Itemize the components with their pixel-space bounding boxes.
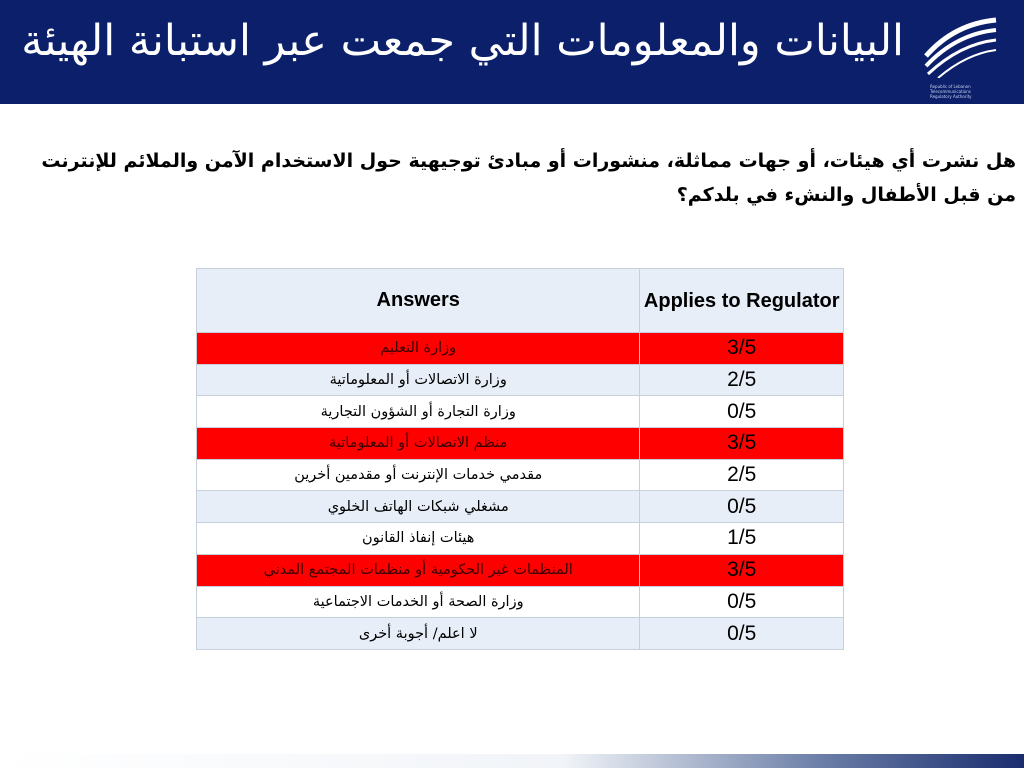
table-row: [197, 428, 844, 460]
table-row: [197, 554, 844, 586]
answer-cell: منظم الاتصالات أو المعلوماتية: [197, 428, 640, 460]
answer-cell: مقدمي خدمات الإنترنت أو مقدمين أخرين: [197, 459, 640, 491]
tra-logo-icon: [924, 16, 998, 78]
table-row: [197, 618, 844, 650]
header-divider: [0, 102, 1024, 108]
answer-cell: وزارة التجارة أو الشؤون التجارية: [197, 396, 640, 428]
answer-cell: وزارة الاتصالات أو المعلوماتية: [197, 364, 640, 396]
answer-cell: وزارة التعليم: [197, 333, 640, 365]
answer-cell: وزارة الصحة أو الخدمات الاجتماعية: [197, 586, 640, 618]
answer-cell: المنظمات غير الحكومية أو منظمات المجتمع المدني: [197, 554, 640, 586]
table-row: [197, 523, 844, 555]
table-row: [197, 459, 844, 491]
value-cell: 3/5: [640, 554, 844, 586]
logo-caption: Republic of Lebanon Telecommunications Regulatory Authority: [930, 84, 972, 99]
table-row: [197, 364, 844, 396]
table-header-row: [197, 269, 844, 333]
table-row: [197, 333, 844, 365]
applies-header: Applies to Regulator: [640, 269, 844, 333]
answers-table: [196, 268, 844, 650]
value-cell: 3/5: [640, 428, 844, 460]
answers-header: Answers: [197, 269, 640, 333]
answer-cell: هيئات إنفاذ القانون: [197, 523, 640, 555]
tra-logo: [912, 0, 1024, 102]
slide-footer-bar: [0, 754, 1024, 768]
value-cell: 2/5: [640, 459, 844, 491]
answer-cell: مشغلي شبكات الهاتف الخلوي: [197, 491, 640, 523]
table-row: [197, 586, 844, 618]
slide-header: [0, 0, 1024, 102]
value-cell: 0/5: [640, 586, 844, 618]
answer-cell: لا اعلم/ أجوبة أخرى: [197, 618, 640, 650]
value-cell: 3/5: [640, 333, 844, 365]
slide-title: البيانات والمعلومات التي جمعت عبر استبانة الهيئة: [21, 16, 904, 66]
value-cell: 1/5: [640, 523, 844, 555]
value-cell: 2/5: [640, 364, 844, 396]
value-cell: 0/5: [640, 396, 844, 428]
table-row: [197, 396, 844, 428]
survey-question: هل نشرت أي هيئات، أو جهات مماثلة، منشورات أو مبادئ توجيهية حول الاستخدام الآمن والملائم للإنترنت من قبل الأطفال والنشء في بلدكم؟: [41, 150, 1016, 206]
value-cell: 0/5: [640, 618, 844, 650]
table-row: [197, 491, 844, 523]
value-cell: 0/5: [640, 491, 844, 523]
